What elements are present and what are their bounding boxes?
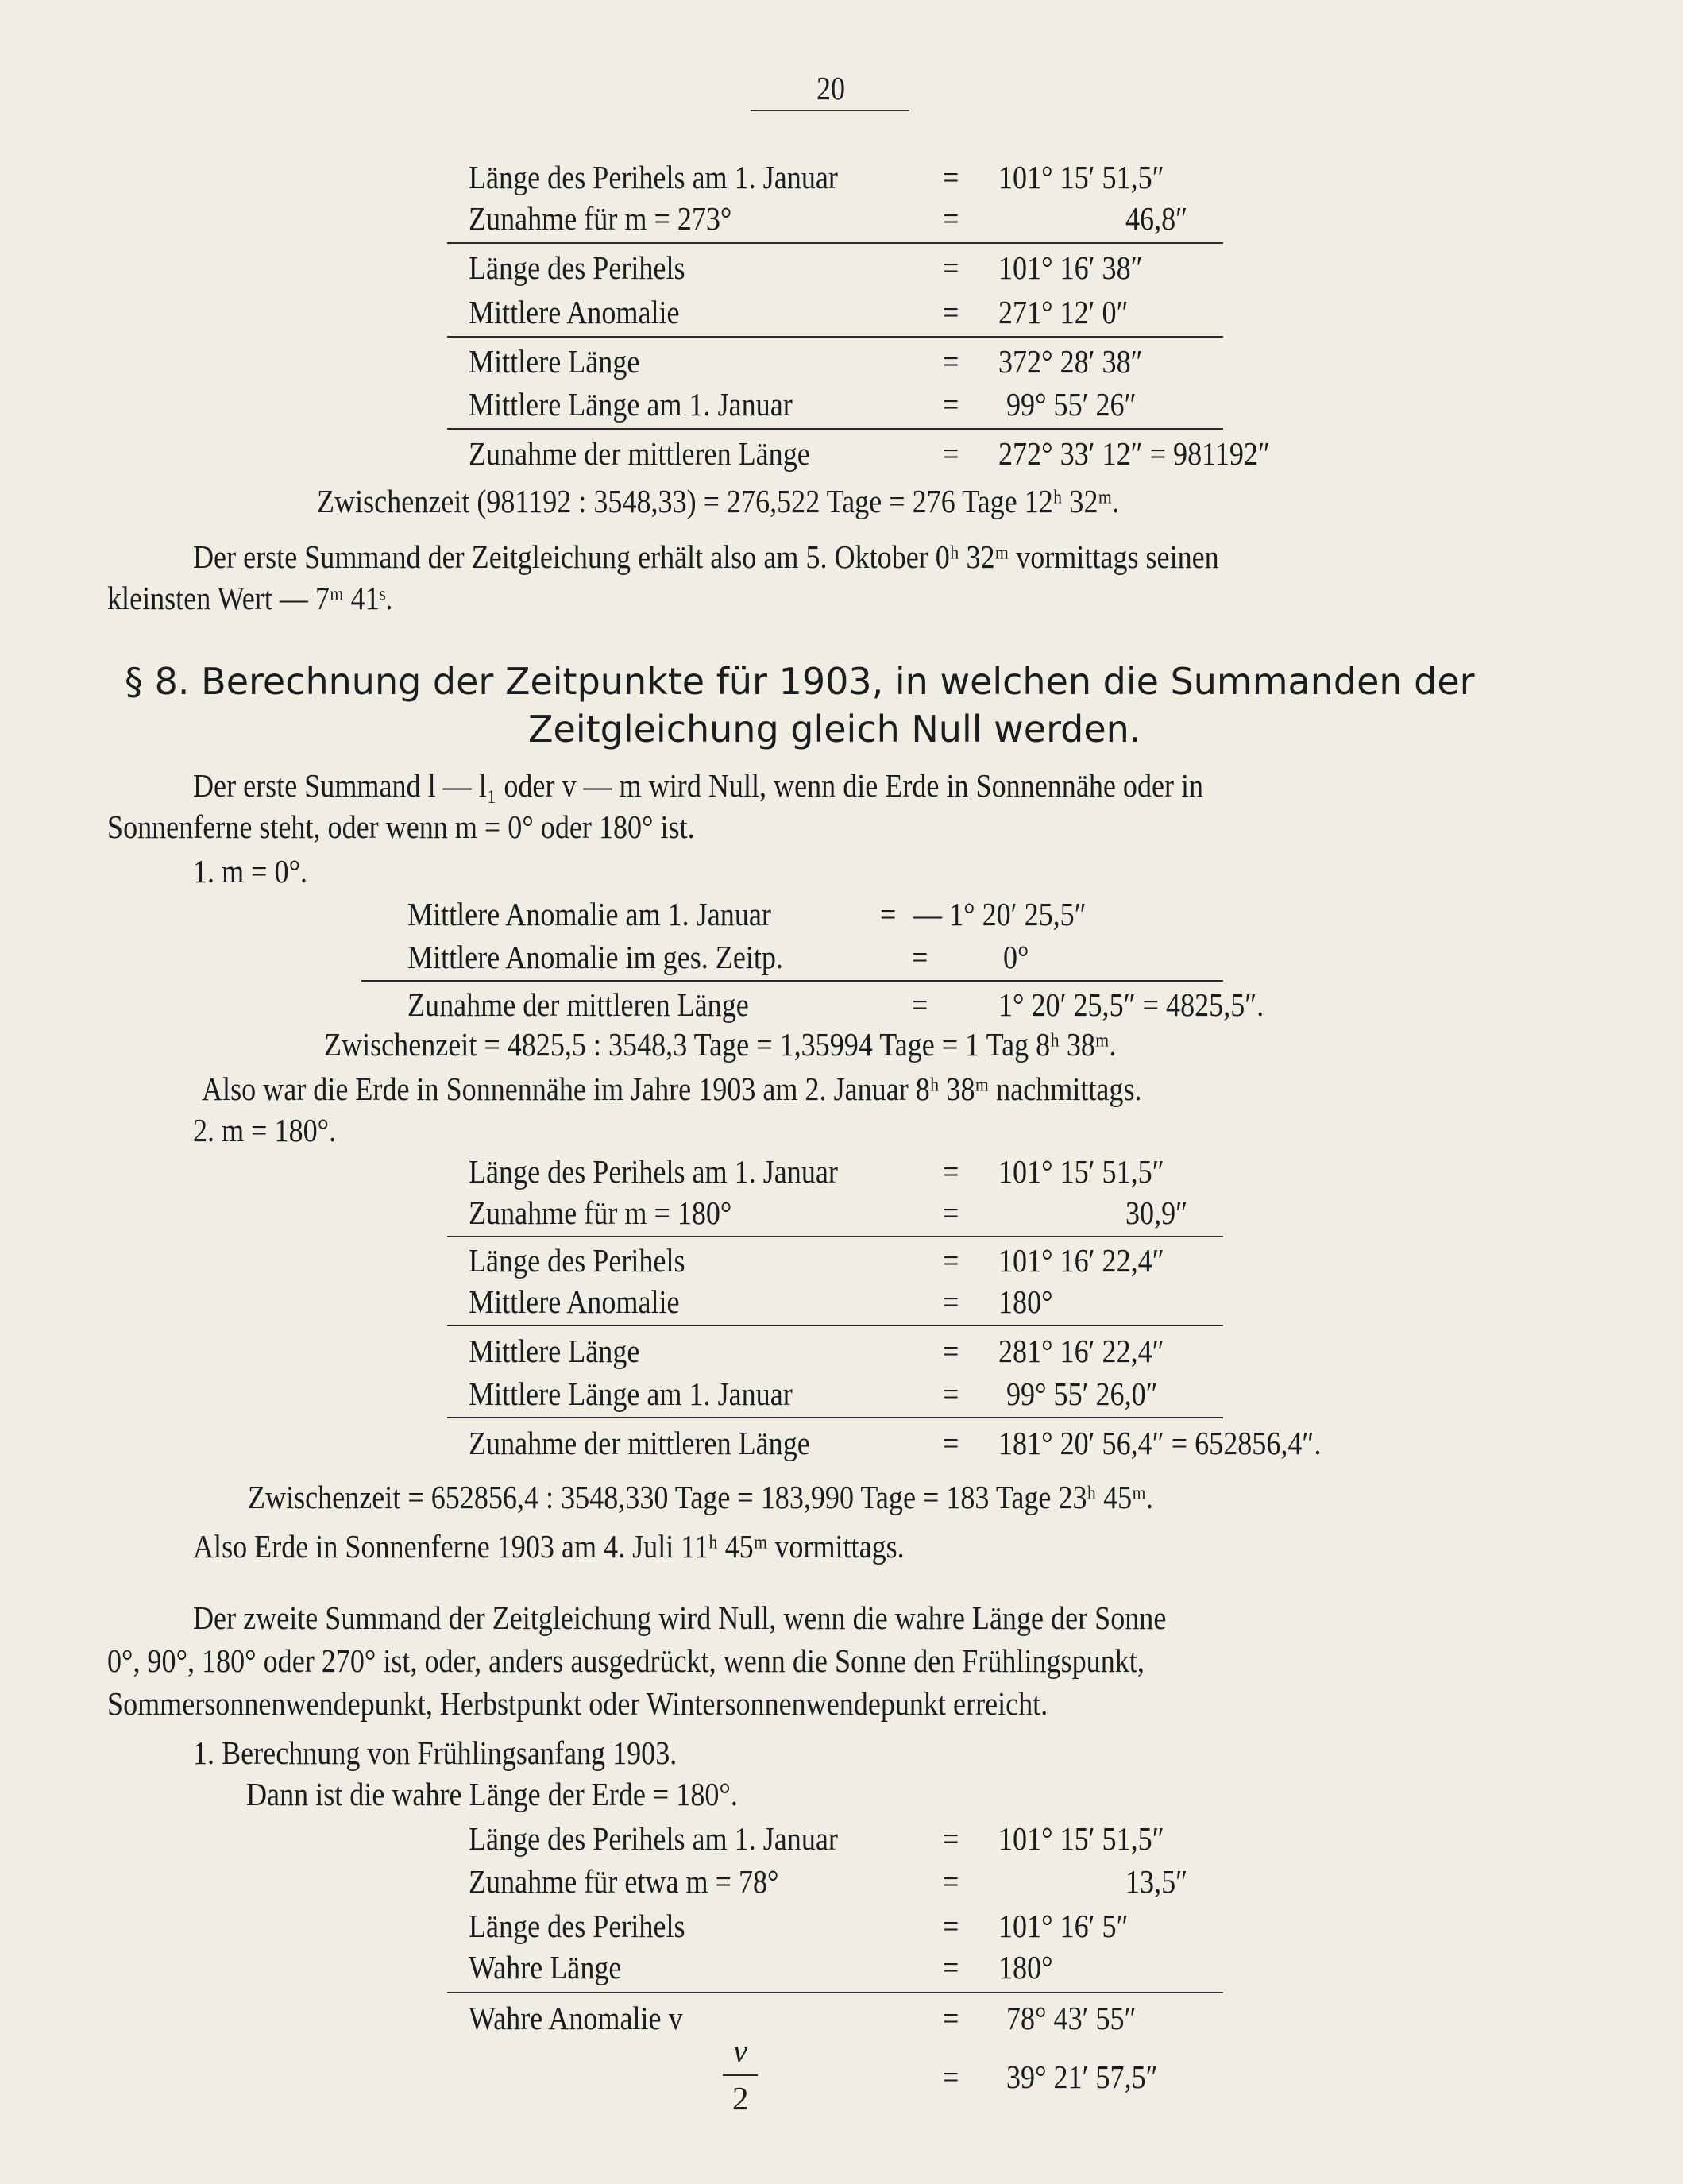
table-row-label: Zunahme der mittleren Länge <box>407 986 749 1023</box>
paragraph-line: Der erste Summand der Zeitgleichung erhält also am 5. Oktober 0ʰ 32ᵐ vormittags seinen <box>193 538 1219 575</box>
table-row-value: 101° 16′ 5″ <box>998 1908 1129 1944</box>
table-row-label: Zunahme für etwa m = 78° <box>469 1863 779 1900</box>
sum-rule <box>361 980 1223 982</box>
table-row-label: Zunahme für m = 180° <box>469 1194 732 1231</box>
table-row-eq: = <box>943 1333 959 1369</box>
paragraph-line: Sonnenferne steht, oder wenn m = 0° oder 180° ist. <box>107 808 695 845</box>
table-row-eq: = <box>943 1153 959 1190</box>
table-row-eq: = <box>943 343 959 380</box>
table-row-label: Länge des Perihels <box>469 1242 685 1279</box>
table-row-value: 101° 16′ 22,4″ <box>998 1242 1164 1279</box>
interval-line: Zwischenzeit = 652856,4 : 3548,330 Tage = 183,990 Tage = 183 Tage 23ʰ 45ᵐ. <box>248 1479 1153 1515</box>
table-row-value: 99° 55′ 26,0″ <box>1006 1376 1158 1412</box>
table-row-value: 281° 16′ 22,4″ <box>998 1333 1164 1369</box>
table-row-value: 101° 16′ 38″ <box>998 249 1143 286</box>
table-row-value: — 1° 20′ 25,5″ <box>913 896 1087 932</box>
table-row-eq: = <box>912 986 928 1023</box>
table-row-value: 180° <box>998 1949 1053 1985</box>
table-row-eq: = <box>943 249 959 286</box>
section-title-cont: Zeitgleichung gleich Null werden. <box>528 708 1141 751</box>
table-row-label: Mittlere Anomalie <box>469 294 680 330</box>
table-row-value: 13,5″ <box>1125 1863 1188 1900</box>
table-row-value: 101° 15′ 51,5″ <box>998 1820 1164 1857</box>
sum-rule <box>447 1992 1223 1993</box>
case-heading: 1. m = 0°. <box>193 853 308 889</box>
sum-rule <box>447 428 1223 430</box>
table-row-label: Mittlere Anomalie im ges. Zeitp. <box>407 939 783 975</box>
sum-rule <box>447 1236 1223 1237</box>
sum-rule <box>447 242 1223 244</box>
table-row-value: 101° 15′ 51,5″ <box>998 159 1164 195</box>
sum-rule <box>447 1417 1223 1418</box>
table-row-eq: = <box>943 1863 959 1900</box>
paragraph-line: kleinsten Wert — 7ᵐ 41ˢ. <box>107 580 393 616</box>
sum-rule <box>447 336 1223 338</box>
table-row-eq: = <box>943 1820 959 1857</box>
table-row-label: Mittlere Länge am 1. Januar <box>469 386 793 423</box>
table-row-label: Wahre Länge <box>469 1949 622 1985</box>
table-row-label: Mittlere Anomalie am 1. Januar <box>407 896 771 932</box>
conclusion-line: Also Erde in Sonnenferne 1903 am 4. Juli 11ʰ 45ᵐ vormittags. <box>193 1528 905 1565</box>
paragraph-line: Sommersonnenwendepunkt, Herbstpunkt oder Wintersonnenwendepunkt erreicht. <box>107 1685 1048 1722</box>
table-row-eq: = <box>943 159 959 195</box>
table-row-value: 46,8″ <box>1125 200 1188 237</box>
table-row-eq: = <box>943 200 959 237</box>
table-row-value: 0° <box>1003 939 1029 975</box>
table-row-eq: = <box>943 386 959 423</box>
table-row-label: Mittlere Anomalie <box>469 1283 680 1320</box>
table-row-value: 30,9″ <box>1125 1194 1188 1231</box>
table-row-eq: = <box>943 1425 959 1461</box>
table-row-value: 1° 20′ 25,5″ = 4825,5″. <box>998 986 1264 1023</box>
table-row-value: 39° 21′ 57,5″ <box>1006 2059 1158 2095</box>
sum-rule <box>447 1325 1223 1326</box>
page-number: 20 <box>816 70 846 106</box>
table-row-label: Zunahme der mittleren Länge <box>469 1425 810 1461</box>
interval-line: Zwischenzeit = 4825,5 : 3548,3 Tage = 1,35994 Tage = 1 Tag 8ʰ 38ᵐ. <box>324 1026 1117 1063</box>
table-row-label: Mittlere Länge <box>469 1333 640 1369</box>
sub-heading: 1. Berechnung von Frühlingsanfang 1903. <box>193 1734 677 1771</box>
paragraph-line: 0°, 90°, 180° oder 270° ist, oder, anders ausgedrückt, wenn die Sonne den Frühlingspunkt, <box>107 1642 1145 1679</box>
table-row-eq: = <box>943 1283 959 1320</box>
fraction-bar <box>723 2074 758 2076</box>
table-row-eq: = <box>943 2000 959 2036</box>
table-row-eq: = <box>943 294 959 330</box>
table-row-value: 271° 12′ 0″ <box>998 294 1129 330</box>
conclusion-line: Also war die Erde in Sonnennähe im Jahre 1903 am 2. Januar 8ʰ 38ᵐ nachmittags. <box>202 1071 1142 1107</box>
table-row-label: Länge des Perihels <box>469 1908 685 1944</box>
table-row-eq: = <box>943 435 959 472</box>
table-row-label: Länge des Perihels <box>469 249 685 286</box>
table-row-label: Wahre Anomalie v <box>469 2000 683 2036</box>
table-row-label: Mittlere Länge am 1. Januar <box>469 1376 793 1412</box>
table-row-eq: = <box>943 1908 959 1944</box>
fraction-denominator: 2 <box>732 2080 749 2116</box>
table-row-value: 99° 55′ 26″ <box>1006 386 1137 423</box>
table-row-label: Zunahme der mittleren Länge <box>469 435 810 472</box>
table-row-eq: = <box>880 896 897 932</box>
table-row-value: 180° <box>998 1283 1053 1320</box>
table-row-eq: = <box>943 1949 959 1985</box>
table-row-eq: = <box>943 2059 959 2095</box>
table-row-value: 372° 28′ 38″ <box>998 343 1143 380</box>
page-number-underline <box>751 110 909 111</box>
section-title: § 8. Berechnung der Zeitpunkte für 1903, in welchen die Summanden der <box>125 660 1475 703</box>
case-heading: 2. m = 180°. <box>193 1112 337 1148</box>
table-row-eq: = <box>943 1194 959 1231</box>
table-row-value: 78° 43′ 55″ <box>1006 2000 1137 2036</box>
table-row-label: Länge des Perihels am 1. Januar <box>469 159 838 195</box>
table-row-label: Zunahme für m = 273° <box>469 200 732 237</box>
table-row-value: 101° 15′ 51,5″ <box>998 1153 1164 1190</box>
paragraph-line: Der erste Summand l — l₁ oder v — m wird Null, wenn die Erde in Sonnennähe oder in <box>193 767 1204 804</box>
table-row-value: 181° 20′ 56,4″ = 652856,4″. <box>998 1425 1322 1461</box>
paragraph-line: Dann ist die wahre Länge der Erde = 180°. <box>246 1776 738 1812</box>
table-row-eq: = <box>943 1242 959 1279</box>
table-row-label: Länge des Perihels am 1. Januar <box>469 1153 838 1190</box>
paragraph-line: Der zweite Summand der Zeitgleichung wird Null, wenn die wahre Länge der Sonne <box>193 1599 1167 1636</box>
table-row-eq: = <box>943 1376 959 1412</box>
table-row-eq: = <box>912 939 928 975</box>
table-row-label: Länge des Perihels am 1. Januar <box>469 1820 838 1857</box>
fraction-numerator: v <box>733 2032 748 2069</box>
table-row-label: Mittlere Länge <box>469 343 640 380</box>
interval-line: Zwischenzeit (981192 : 3548,33) = 276,522 Tage = 276 Tage 12ʰ 32ᵐ. <box>317 483 1120 519</box>
table-row-value: 272° 33′ 12″ = 981192″ <box>998 435 1270 472</box>
